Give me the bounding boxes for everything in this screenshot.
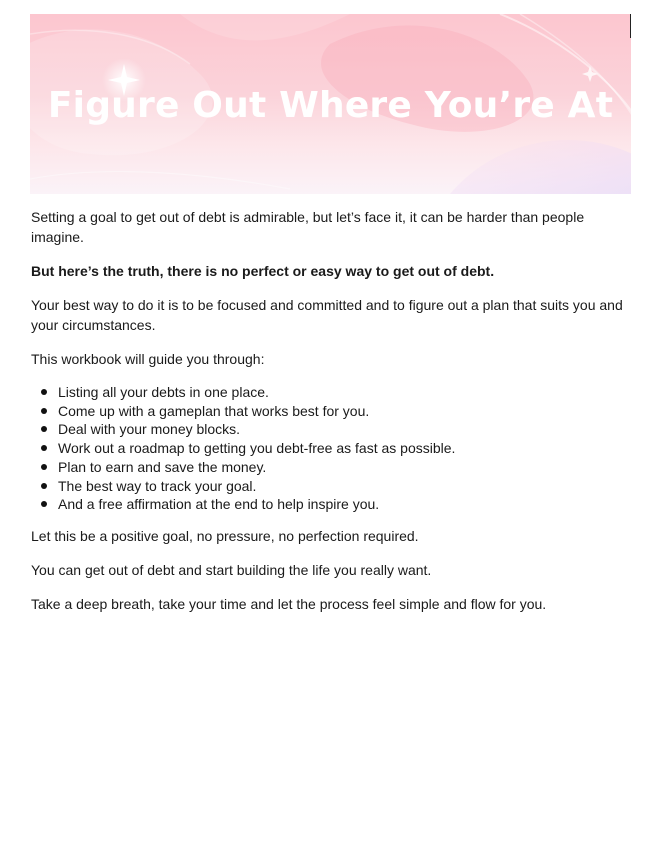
list-item-text: Plan to earn and save the money. [58,458,267,475]
list-item [31,439,627,458]
list-item-text: And a free affirmation at the end to help inspire you. [58,496,380,513]
page-title: Figure Out Where You’re At [47,85,614,126]
guide-intro-paragraph: This workbook will guide you through: [31,351,265,367]
list-item [31,458,627,477]
truth-paragraph: But here’s the truth, there is no perfect or easy way to get out of debt. [31,263,495,279]
list-item-text: Work out a roadmap to getting you debt-free as fast as possible. [58,440,456,457]
bullet-icon [41,389,47,395]
bullet-icon [41,445,47,451]
bullet-icon [41,464,47,470]
list-item-text: The best way to track your goal. [58,477,257,494]
list-item-text: Deal with your money blocks. [58,421,241,438]
page-body [31,207,627,628]
text-cursor [630,14,631,38]
workbook-topics-list [31,383,627,514]
bullet-icon [41,501,47,507]
list-item-text: Listing all your debts in one place. [58,384,269,400]
list-item [31,402,627,421]
bullet-icon [41,426,47,432]
bullet-icon [41,483,47,489]
positive-paragraph: Let this be a positive goal, no pressure, no perfection required. [31,527,419,544]
intro-paragraph: Setting a goal to get out of debt is admirable, but let’s face it, it can be harder than people imagine. [31,209,585,245]
best-way-paragraph: Your best way to do it is to be focused and committed and to figure out a plan that suits you and your circumstances. [31,297,623,333]
can-do-paragraph: You can get out of debt and start building the life you really want. [31,561,432,578]
list-item [31,420,627,439]
list-item [31,495,627,514]
list-item [31,477,627,496]
list-item [31,383,627,402]
header-banner [30,14,631,194]
breath-paragraph: Take a deep breath, take your time and let the process feel simple and flow for you. [31,595,547,612]
bullet-icon [41,408,47,414]
list-item-text: Come up with a gameplan that works best for you. [58,402,370,419]
